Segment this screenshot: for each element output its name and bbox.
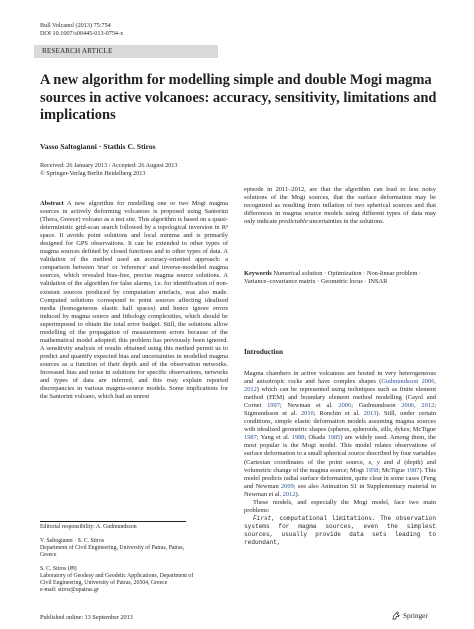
citation-link[interactable]: 2006, 2012	[401, 402, 435, 410]
citation-link[interactable]: 1958	[365, 466, 379, 474]
paragraph-text: ). This model predicts radial surface deformation, quite clear in some cases (Feng and Newman	[244, 466, 436, 490]
footnote-rule	[40, 521, 186, 522]
paragraph-text: Magma chambers in active volcanoes are hosted in very heterogeneous and anisotropic rocks and have complex shapes (	[244, 370, 436, 386]
authors: Vasso Saltogianni · Stathis C. Stiros	[40, 142, 156, 151]
paragraph-text: ; see also Animation S1 in Supplementary material in Newman et al.	[244, 482, 436, 498]
affiliation-line: Laboratory of Geodesy and Geodetic Applications, Department of	[40, 573, 194, 579]
affiliation-line: Civil Engineering, University of Patras, 26504, Greece	[40, 580, 168, 586]
paragraph-3-text: , computational limitations. The observation systems for magma sources, even the simplest sources, usually provide data sets leading to redundant,	[244, 514, 436, 546]
paragraph-text: (depth) and volumetric change of the magma source; Mogi	[244, 458, 436, 474]
citation-link[interactable]: 2010	[300, 410, 314, 418]
abstract-cont-italic: predictable	[278, 218, 308, 226]
article-type-banner: RESEARCH ARTICLE	[34, 45, 218, 58]
keywords-label: Keywords	[244, 270, 272, 277]
italic-text: d	[397, 458, 401, 466]
abstract	[40, 200, 228, 401]
abstract-label: Abstract	[40, 200, 64, 207]
affiliation-line: e-mail: stiros@upatras.gr	[40, 587, 99, 593]
paragraph-text: ; Okada	[304, 434, 328, 442]
paragraph-text: and	[379, 458, 398, 466]
affiliation-line: S. C. Stiros (✉)	[40, 566, 77, 572]
springer-label: Springer	[403, 611, 428, 620]
introduction-paragraph-2: These models, and especially the Mogi model, face two main problems:	[244, 498, 436, 514]
paragraph-text: ).	[295, 490, 300, 498]
editorial-responsibility: Editorial responsibility: A. Gudmundsson	[40, 524, 137, 530]
affiliation-line: V. Saltogianni · S. C. Stiros	[40, 538, 104, 544]
affiliation-1	[40, 538, 228, 559]
springer-horse-icon	[392, 611, 401, 620]
paragraph-text: ). Still, under certain conditions, simple elastic deformation models assuming magma sources with idealized geometric shapes (spheres, spheroids, sills, dykes; McTigue	[244, 410, 436, 434]
introduction-paragraph-1	[244, 370, 436, 499]
received-accepted: Received: 26 January 2013 / Accepted: 26 August 2013	[40, 162, 178, 169]
paragraph-text: ; Newman et al.	[279, 402, 339, 410]
citation-link[interactable]: Gudmundsson 2006, 2012	[244, 378, 436, 394]
citation-link[interactable]: 2009	[280, 482, 294, 490]
italic-text: x, y	[368, 458, 380, 466]
paragraph-text: ) which can be represented using techniques such as finite element method (FEM) and boundary element method modelling (Cayol and Cornet	[244, 386, 436, 410]
affiliation-line: Greece	[40, 552, 57, 558]
paragraph-text: ; Yang et al.	[256, 434, 292, 442]
article-title: A new algorithm for modelling simple and double Mogi magma sources in active volcanoes: accuracy, sensitivity, limitations and implications	[40, 72, 437, 124]
citation-link[interactable]: 2013	[363, 410, 377, 418]
journal-citation: Bull Volcanol (2013) 75:754	[40, 22, 111, 29]
paragraph-text: ; Sigmundsson et al.	[244, 402, 436, 418]
keywords-text: Numerical solution · Optimization · Non-linear problem · Variance–covariance matrix · Geometric locus · INSAR	[244, 270, 422, 286]
paragraph-text: ; Ronchin et al.	[313, 410, 364, 418]
affiliation-2	[40, 566, 228, 594]
copyright: © Springer-Verlag Berlin Heidelberg 2013	[40, 170, 146, 177]
citation-link[interactable]: 2012	[282, 490, 296, 498]
introduction-heading: Introduction	[244, 348, 284, 356]
introduction-body	[244, 370, 436, 547]
abstract-continued	[244, 186, 436, 226]
paragraph-text: ) are widely used. Among them, the most popular is the Mogi model. This model relates observations of surface deformation to a small spherical source described by four variables (Cartesian coordinates of the point source,	[244, 434, 436, 466]
abstract-cont-b: uncertainties in the solutions.	[307, 218, 385, 226]
citation-link[interactable]: 1997	[267, 402, 280, 410]
citation-link[interactable]: 1987	[406, 466, 420, 474]
introduction-paragraph-3	[244, 515, 436, 547]
keywords	[244, 270, 436, 286]
citation-link[interactable]: 1987	[244, 434, 257, 442]
affiliation-line: Department of Civil Engineering, University of Patras, Patras,	[40, 545, 185, 551]
springer-logo[interactable]	[392, 611, 428, 620]
abstract-text: A new algorithm for modelling one or two Mogi magma sources in actively deforming volcanoes is proposed using Santorini (Thera, Greece) volcano as a test site. This algorithm is based on a quasi-deterministic grid-scan search followed by a topological inversion in Rⁿ space. It avoids point solutions and local minima and is primarily designed for GPS observations. It can be extended to other types of magma sources defined by closed functions and to other types of data. A validation of the method used an accuracy-oriented approach: a comparison between 'true' or 'reference' and inverse-modelled magma sources, which revealed bias-free, precise magma source solutions. A validation of the algorithm for false alarms, i.e. for identification of non-existent sources produced by computation artefacts, was also made. Computed solutions correspond to point sources affecting idealized media (homogeneous elastic half spaces) and hence ignore errors induced by magma source and lithology complexities, which should be superimposed to obtain the total error budget. Still, the solutions allow modelling of the propagation of measurement errors because of the mathematical model adopted; this problem has previously been ignored. A sensitivity analysis of results obtained using this method permit us to predict and quantify expected bias and uncertainties in modelled magma sources as a function of their depth and of the observation networks. Increased bias and noise in solutions for specific observations, networks and types of data are inferred, and this may explain reported discrepancies in various magma-source models. Some implications for the Santorini volcano, which had an unrest	[40, 200, 228, 401]
abstract-cont-a: episode in 2011–2012, are that the algorithm can lead to less noisy solutions of the Mogi sources, that the surface deformation may be recognized as resulting from inflation of two spherical sources and that differences in magma source models using different types of data may only indicate	[244, 186, 436, 226]
published-online: Published online: 13 September 2013	[40, 614, 133, 621]
first-italic: First	[253, 514, 272, 522]
journal-doi: DOI 10.1007/s00445-013-0754-x	[40, 29, 124, 37]
paragraph-text: ; Gudmundsson	[351, 402, 402, 410]
citation-link[interactable]: 1985	[327, 434, 341, 442]
citation-link[interactable]: 2006	[338, 402, 352, 410]
article-dates	[40, 162, 177, 178]
citation-link[interactable]: 1988	[291, 434, 305, 442]
journal-header	[40, 22, 123, 37]
paragraph-text: ; McTigue	[378, 466, 407, 474]
